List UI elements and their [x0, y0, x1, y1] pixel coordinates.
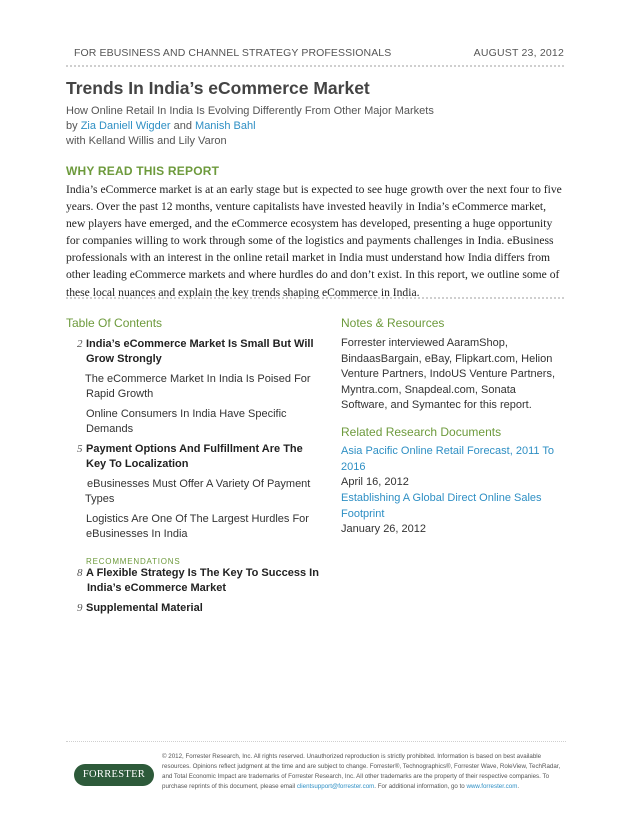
toc-item-line: The eCommerce Market In India Is Poised For: [85, 373, 311, 385]
and-text: and: [170, 120, 196, 132]
website-link[interactable]: www.forrester.com: [466, 783, 518, 790]
period-text: .: [517, 783, 520, 790]
toc-item-line: India’s eCommerce Market: [87, 582, 226, 594]
related-doc-link[interactable]: Establishing A Global Direct Online Sales: [341, 492, 542, 504]
toc-item-rapid-growth[interactable]: [85, 372, 311, 402]
related-doc-link[interactable]: Asia Pacific Online Retail Forecast, 2011 To: [341, 445, 554, 457]
copyright-line: resources. Opinions reflect judgment at the time and are subject to change. Forrester®, Technographics®, Forrester Wave, RoleView, TechRadar,: [162, 763, 561, 770]
paragraph-line: other leading eCommerce markets and where hurdles do and don’t exist. In this report, we outline some of: [66, 268, 560, 282]
toc-item-payment-options[interactable]: [77, 442, 303, 472]
reprints-text: purchase reprints of this document, please email: [162, 783, 297, 790]
toc-item-line: Rapid Growth: [86, 388, 154, 400]
notes-line: Venture Partners, IndoUS Venture Partners,: [341, 368, 556, 380]
paragraph-line: new players have emerged, and the eCommerce ecosystem has developed, presenting a huge opportunity: [66, 217, 553, 231]
copyright-line: © 2012, Forrester Research, Inc. All rights reserved. Unauthorized reproduction is strictly prohibited. Information is based on best available: [162, 753, 542, 760]
paragraph-line: years. Over the past 12 months, venture capitalists have invested heavily in India’s eCommerce market,: [66, 200, 547, 214]
toc-item-line: Types: [85, 493, 115, 505]
toc-item-line: Key To Localization: [86, 458, 189, 470]
notes-line: Software, and Symantec for this report.: [341, 399, 532, 411]
author-link-1[interactable]: Zia Daniell Wigder: [80, 120, 171, 132]
toc-item-consumer-demands[interactable]: [86, 407, 287, 437]
toc-item-line: Logistics Are One Of The Largest Hurdles For: [86, 513, 309, 525]
toc-item-supplemental[interactable]: [77, 601, 203, 616]
toc-item-line: eBusinesses Must Offer A Variety Of Payment: [87, 478, 311, 490]
toc-page-number: 2: [77, 338, 83, 350]
toc-heading: Table Of Contents: [66, 316, 163, 330]
by-prefix: by: [66, 120, 81, 132]
related-doc-link[interactable]: Footprint: [341, 507, 385, 520]
recommendations-label: RECOMMENDATIONS: [86, 557, 181, 566]
info-text: . For additional information, go to: [374, 783, 467, 790]
author-link-2[interactable]: Manish Bahl: [195, 120, 256, 132]
notes-text: [341, 336, 571, 414]
toc-item-line: Grow Strongly: [86, 353, 162, 365]
paragraph-line: professionals with an interest in the online retail market in India must understand how India differs from: [66, 251, 551, 265]
paragraph-line: these local nuances and explain the key trends shaping eCommerce in India.: [66, 285, 420, 299]
toc-item-line: A Flexible Strategy Is The Key To Success In: [86, 567, 319, 579]
notes-line: Forrester interviewed AaramShop,: [341, 337, 508, 349]
related-doc-date: April 16, 2012: [341, 476, 409, 488]
related-doc-2: [341, 491, 571, 538]
toc-item-logistics[interactable]: [86, 512, 309, 542]
toc-item-line: Online Consumers In India Have Specific: [86, 408, 287, 420]
notes-line: BindaasBargain, eBay, Flipkart.com, Helion: [341, 352, 553, 365]
toc-item-line: Demands: [86, 423, 134, 435]
toc-page-number: 8: [77, 567, 83, 579]
related-doc-date: January 26, 2012: [341, 523, 427, 535]
logo-text: FORRESTER: [82, 769, 146, 780]
toc-item-line: eBusinesses In India: [86, 528, 188, 540]
toc-item-line: Supplemental Material: [86, 602, 203, 614]
copyright-line: [162, 782, 566, 792]
toc-item-market-size[interactable]: [77, 337, 314, 367]
toc-item-line: Payment Options And Fulfillment Are The: [86, 443, 303, 455]
paragraph-line: India’s eCommerce market is at an early stage but is expected to see huge growth over the next four to five: [66, 183, 562, 196]
copyright-line: and Total Economic Impact are trademarks of Forrester Research, Inc. All other trademarks are the property of their respective companies. To: [162, 773, 550, 780]
report-subtitle: How Online Retail In India Is Evolving Differently From Other Major Markets: [66, 105, 434, 117]
toc-page-number: 5: [77, 443, 83, 455]
toc-item-line: India’s eCommerce Market Is Small But Will: [86, 338, 314, 350]
copyright-notice: [162, 752, 566, 792]
report-date: AUGUST 23, 2012: [473, 47, 564, 59]
notes-line: Myntra.com, Snapdeal.com, Sonata: [341, 383, 516, 396]
toc-page-number: 9: [77, 602, 83, 614]
report-title: Trends In India’s eCommerce Market: [66, 78, 370, 98]
related-doc-1: [341, 444, 571, 491]
audience-label: FOR EBUSINESS AND CHANNEL STRATEGY PROFESSIONALS: [74, 47, 392, 59]
footer-divider: [66, 741, 566, 742]
toc-item-payment-types[interactable]: [85, 477, 310, 507]
why-read-heading: WHY READ THIS REPORT: [66, 164, 220, 178]
support-email-link[interactable]: clientsupport@forrester.com: [296, 783, 375, 790]
notes-heading: Notes & Resources: [341, 316, 445, 330]
paragraph-line: for companies willing to work through some of the logistics and payments challenges in India. eBusiness: [66, 234, 554, 248]
forrester-logo: [74, 764, 154, 786]
contributors-line: with Kelland Willis and Lily Varon: [66, 135, 227, 147]
toc-item-flexible-strategy[interactable]: [77, 566, 319, 596]
related-doc-link[interactable]: 2016: [341, 460, 366, 473]
related-heading: Related Research Documents: [341, 425, 502, 439]
